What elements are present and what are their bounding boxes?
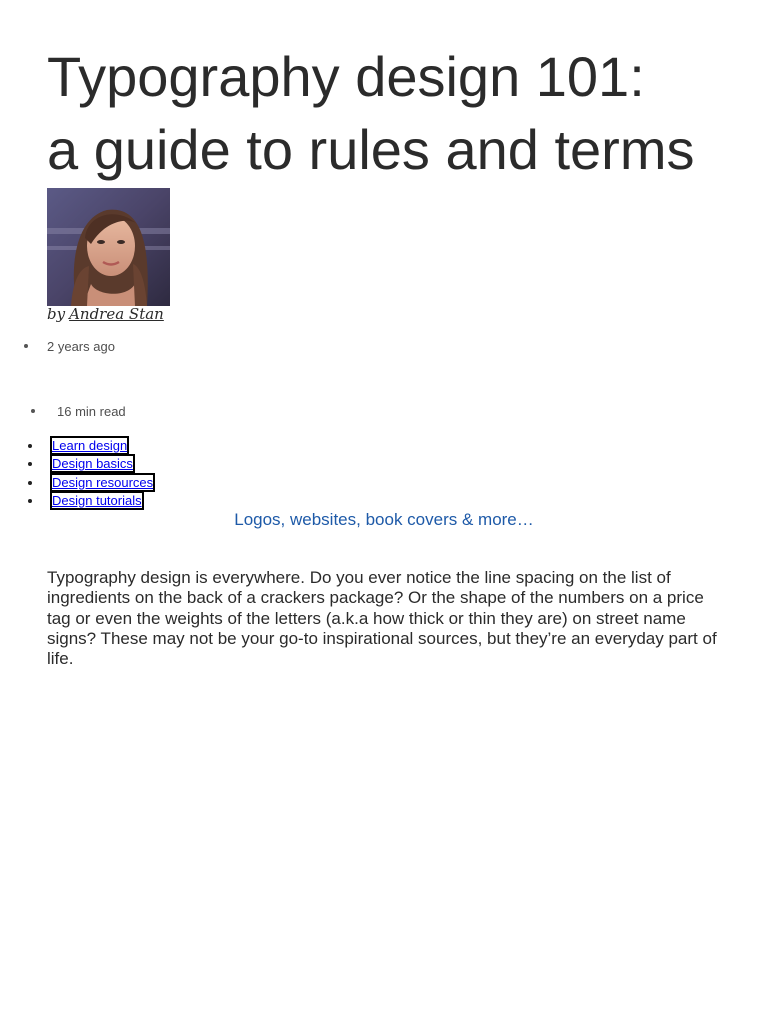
byline — [47, 304, 164, 324]
post-date: 2 years ago — [47, 339, 115, 354]
tag-link-design-tutorials[interactable]: Design tutorials — [52, 492, 142, 508]
list-bullet — [28, 462, 32, 466]
tag-link-design-resources[interactable]: Design resources — [52, 474, 154, 490]
article-paragraph: Typography design is everywhere. Do you ever notice the line spacing on the list of ingredients on the back of a crackers package? Or the shape of the numbers on a price tag or even the weights of the letters (a.k.a how thick or thin they are) on street name signs? These may not be your go-to inspirational sources, but they’re an everyday part of life. — [47, 568, 717, 669]
tag-link-design-basics[interactable]: Design basics — [52, 456, 133, 472]
meta-bullet — [24, 344, 28, 348]
list-bullet — [28, 481, 32, 485]
byline-prefix: by — [47, 305, 66, 323]
read-time: 16 min read — [57, 404, 126, 419]
meta-bullet — [31, 409, 35, 413]
author-link[interactable]: Andrea Stan — [69, 305, 164, 323]
page-title-line-1: Typography design 101: — [47, 45, 645, 108]
author-photo — [47, 188, 170, 306]
list-bullet — [28, 499, 32, 503]
page-title-line-2: a guide to rules and terms — [47, 118, 695, 181]
promo-link[interactable]: Logos, websites, book covers & more… — [234, 510, 534, 529]
tag-link-learn-design[interactable]: Learn design — [52, 438, 128, 453]
page-title — [47, 40, 747, 186]
author-avatar[interactable] — [47, 188, 170, 306]
list-bullet — [28, 444, 32, 448]
